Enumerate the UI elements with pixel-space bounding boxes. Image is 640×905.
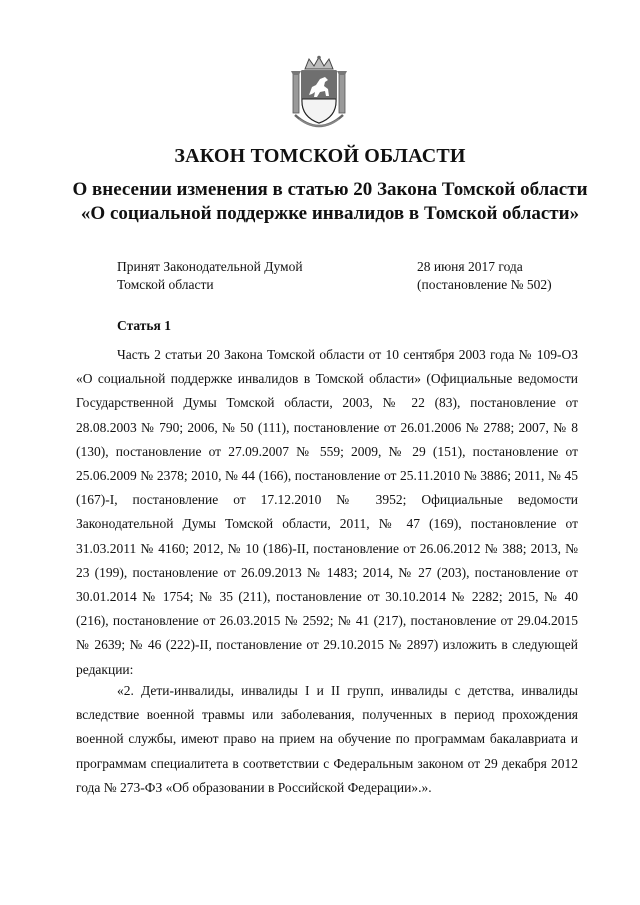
article-paragraph-1: Часть 2 статьи 20 Закона Томской области от 10 сентября 2003 года № 109-ОЗ «О социальной поддержке инвалидов в Томской области» (Официальные ведомости Государственной Думы Томской области, 2003, № 22 (83), постановление от 28.08.2003 № 790; 2006, № 50 (111), постановление от 26.01.2006 № 2788; 2007, № 8 (130), постановление от 27.09.2007 № 559; 2009, № 29 (151), постановление от 25.06.2009 № 2378; 2010, № 44 (166), постановление от 25.11.2010 № 3886; 2011, № 45 (167)-I, постановление от 17.12.2010 № 3952; Официальные ведомости Законодательной Думы Томской области, 2011, № 47 (169), постановление от 31.03.2011 № 4160; 2012, № 10 (186)-II, постановление от 26.06.2012 № 388; 2013, № 23 (199), постановление от 26.09.2013 № 1483; 2014, № 27 (203), постановление от 30.01.2014 № 1754; № 35 (211), постановление от 30.10.2014 № 2282; 2015, № 40 (216), постановление от 26.03.2015 № 2592; № 41 (217), постановление от 29.04.2015 № 2639; № 46 (222)-II, постановление от 29.10.2015 № 2897) изложить в следующей редакции: <box>76 347 578 677</box>
adoption-resolution-line: (постановление № 502) <box>417 277 552 292</box>
adopted-by <box>117 258 303 294</box>
adopted-by-line-2: Томской области <box>117 277 214 292</box>
article-heading: Статья 1 <box>117 318 171 333</box>
tomsk-oblast-coat-of-arms-icon <box>287 55 351 135</box>
law-subtitle: О внесении изменения в статью 20 Закона Томской области «О социальной поддержке инвалидов в Томской области» <box>72 179 588 224</box>
article-paragraph-2: «2. Дети-инвалиды, инвалиды I и II групп, инвалиды с детства, инвалиды вследствие военной травмы или заболевания, полученных в период прохождения военной службы, имеют право на прием на обучение по программам бакалавриата и программам специалитета в соответствии с Федеральным законом от 29 декабря 2012 года № 273-ФЗ «Об образовании в Российской Федерации».». <box>76 683 578 795</box>
law-title: ЗАКОН ТОМСКОЙ ОБЛАСТИ <box>174 145 466 167</box>
adoption-date <box>417 258 552 294</box>
adoption-date-line-1: 28 июня 2017 года <box>417 259 523 274</box>
adopted-by-line-1: Принят Законодательной Думой <box>117 259 303 274</box>
